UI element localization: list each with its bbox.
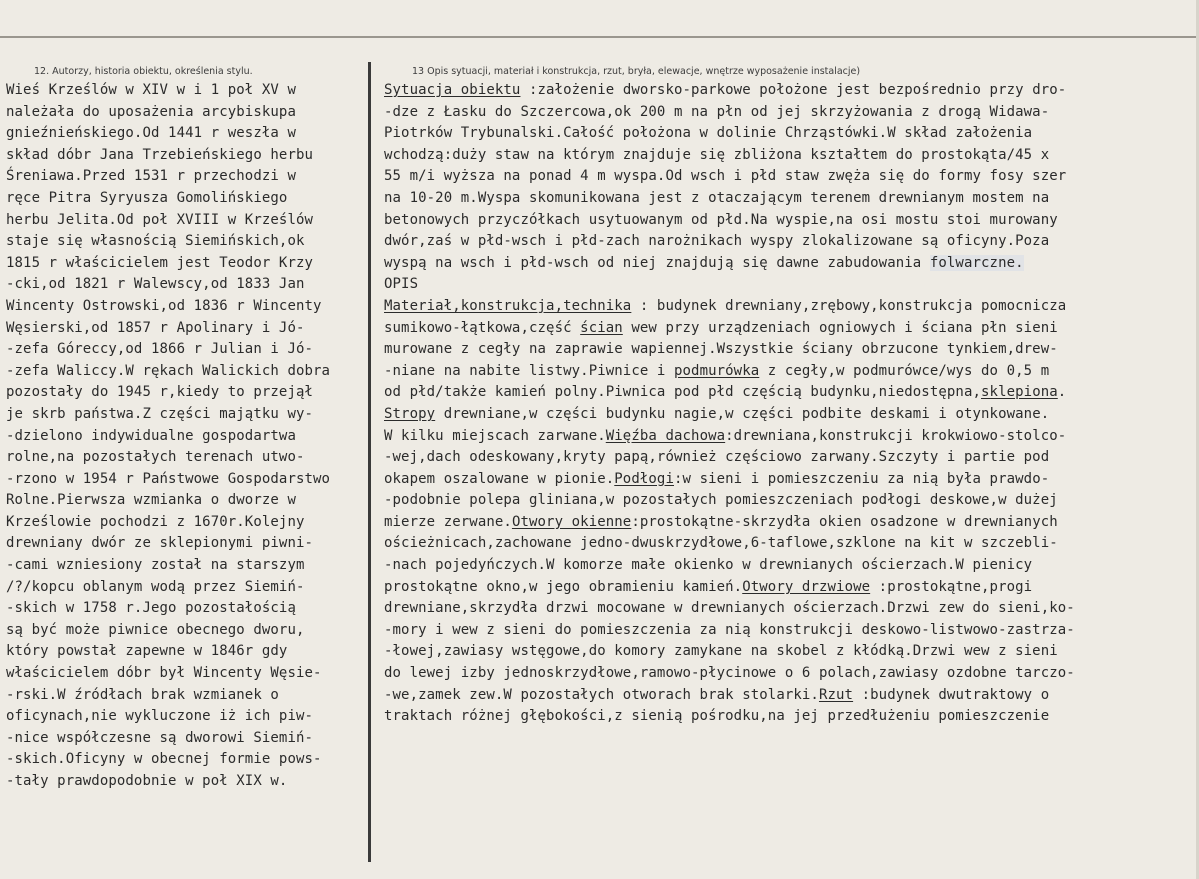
text-line bbox=[384, 620, 1196, 642]
text-line bbox=[384, 102, 1196, 124]
text-segment: z cegły,w podmurówce/wys do 0,5 m bbox=[759, 362, 1050, 379]
text-line: Węsierski,od 1857 r Apolinary i Jó- bbox=[6, 319, 305, 336]
text-line bbox=[384, 555, 1196, 577]
text-segment: murowane z cegły na zaprawie wapiennej.Wszystkie ściany obrzucone tynkiem,drew- bbox=[384, 341, 1058, 358]
text-segment: Piotrków Trybunalski.Całość położona w dolinie Chrząstówki.W skład założenia bbox=[384, 125, 1033, 142]
text-segment: ościeżnicach,zachowane jedno-dwuskrzydłowe,6-taflowe,szklone na kit w szczebli- bbox=[384, 535, 1058, 552]
text-segment: -dze z Łasku do Szczercowa,ok 200 m na płn od jej skrzyżowania z drogą Widawa- bbox=[384, 103, 1050, 120]
text-line: Rolne.Pierwsza wzmianka o dworze w bbox=[6, 492, 296, 509]
section-heading: Podłogi bbox=[614, 470, 674, 487]
text-line: Wieś Krześlów w XIV w i 1 poł XV w bbox=[6, 82, 296, 98]
text-segment: wchodzą:duży staw na którym znajduje się zbliżona kształtem do prostokąta/45 x bbox=[384, 146, 1050, 163]
text-line: -skich w 1758 r.Jego pozostałością bbox=[6, 600, 296, 617]
text-line bbox=[384, 80, 1196, 102]
text-line: ręce Pitra Syryusza Gomolińskiego bbox=[6, 189, 288, 206]
text-line bbox=[384, 404, 1196, 426]
description-text-column bbox=[384, 80, 1196, 728]
text-line bbox=[384, 426, 1196, 448]
text-segment: drewniane,w części budynku nagie,w części podbite deskami i otynkowane. bbox=[435, 405, 1050, 422]
text-line bbox=[384, 469, 1196, 491]
section-heading: Materiał,konstrukcja,technika bbox=[384, 297, 632, 314]
highlighted-text: folwarczne. bbox=[929, 254, 1024, 271]
section-heading: Rzut bbox=[818, 686, 854, 703]
text-line bbox=[384, 663, 1196, 685]
section-heading: Więźba dachowa bbox=[605, 427, 726, 444]
text-segment: OPIS bbox=[384, 276, 419, 293]
text-line bbox=[384, 598, 1196, 620]
text-line bbox=[384, 318, 1196, 340]
text-segment: :założenie dworsko-parkowe położone jest bezpośrednio przy dro- bbox=[520, 82, 1067, 98]
text-line bbox=[384, 512, 1196, 534]
text-line bbox=[384, 145, 1196, 167]
text-segment: wew przy urządzeniach ogniowych i ściana płn sieni bbox=[622, 319, 1058, 336]
text-line: -rski.W źródłach brak wzmianek o bbox=[6, 686, 279, 703]
text-segment: 55 m/i wyższa na ponad 4 m wyspa.Od wsch i płd staw zwęża się do formy fosy szer bbox=[384, 168, 1067, 185]
top-rule bbox=[0, 36, 1199, 38]
section-heading: sklepiona bbox=[981, 384, 1058, 401]
text-line: drewniany dwór ze sklepionymi piwni- bbox=[6, 535, 314, 552]
history-text-column bbox=[6, 80, 374, 793]
section-heading: Stropy bbox=[384, 405, 436, 422]
text-segment: traktach różnej głębokości,z sienią pośrodku,na jej przedłużeniu pomieszczenie bbox=[384, 708, 1050, 725]
text-line: oficynach,nie wykluczone iż ich piw- bbox=[6, 708, 314, 725]
text-line bbox=[384, 188, 1196, 210]
text-segment: dwór,zaś w płd-wsch i płd-zach narożnikach wyspy zlokalizowane są oficyny.Poza bbox=[384, 233, 1050, 250]
text-segment: :prostokątne-skrzydła okien osadzone w drewnianych bbox=[631, 513, 1058, 530]
text-line: -zefa Waliccy.W rękach Walickich dobra bbox=[6, 362, 331, 379]
section-heading: Otwory okienne bbox=[511, 513, 632, 530]
text-line: -rzono w 1954 r Państwowe Gospodarstwo bbox=[6, 470, 331, 487]
text-segment: do lewej izby jednoskrzydłowe,ramowo-płycinowe o 6 polach,zawiasy ozdobne tarczo- bbox=[384, 665, 1075, 682]
text-line: 1815 r właścicielem jest Teodor Krzy bbox=[6, 254, 314, 271]
text-segment: wyspą na wsch i płd-wsch od niej znajdują się dawne zabudowania bbox=[384, 254, 930, 271]
text-line bbox=[384, 296, 1196, 318]
text-line bbox=[384, 231, 1196, 253]
text-segment: -łowej,zawiasy wstęgowe,do komory zamykane na skobel z kłódką.Drzwi wew z sieni bbox=[384, 643, 1058, 660]
text-line: Śreniawa.Przed 1531 r przechodzi w bbox=[6, 168, 296, 185]
text-line: -zefa Góreccy,od 1866 r Julian i Jó- bbox=[6, 341, 314, 358]
text-line: rolne,na pozostałych terenach utwo- bbox=[6, 449, 305, 466]
text-line bbox=[384, 361, 1196, 383]
text-segment: -nach pojedyńczych.W komorze małe okienko w drewnianych ościerzach.W pienicy bbox=[384, 557, 1033, 574]
text-line bbox=[384, 210, 1196, 232]
text-line: -tały prawdopodobnie w poł XIX w. bbox=[6, 773, 288, 789]
text-line: -dzielono indywidualne gospodartwa bbox=[6, 427, 296, 444]
text-segment: od płd/także kamień polny.Piwnica pod płd częścią budynku,niedostępna, bbox=[384, 384, 982, 401]
text-line: są być może piwnice obecnego dworu, bbox=[6, 621, 305, 638]
text-line bbox=[384, 253, 1196, 275]
text-segment: :w sieni i pomieszczeniu za nią była prawdo- bbox=[673, 470, 1050, 487]
text-segment: prostokątne okno,w jego obramieniu kamień. bbox=[384, 578, 743, 595]
section-heading: podmurówka bbox=[673, 362, 760, 379]
text-line bbox=[384, 123, 1196, 145]
text-segment: : budynek drewniany,zrębowy,konstrukcja pomocnicza bbox=[631, 297, 1067, 314]
text-line bbox=[384, 490, 1196, 512]
text-segment: -we,zamek zew.W pozostałych otworach brak stolarki. bbox=[384, 686, 819, 703]
text-segment: :prostokątne,progi bbox=[870, 578, 1033, 595]
text-line: gnieźnieńskiego.Od 1441 r weszła w bbox=[6, 125, 296, 142]
section-heading: ścian bbox=[580, 319, 623, 336]
text-segment: -podobnie polepa gliniana,w pozostałych pomieszczeniach podłogi deskowe,w dużej bbox=[384, 492, 1058, 509]
text-segment: -wej,dach odeskowany,kryty papą,również częściowo zarwany.Szczyty i partie pod bbox=[384, 449, 1050, 466]
text-line: -skich.Oficyny w obecnej formie pows- bbox=[6, 751, 322, 768]
text-line: właścicielem dóbr był Wincenty Węsie- bbox=[6, 665, 322, 682]
text-segment: betonowych przyczółkach usytuowanym od płd.Na wyspie,na osi mostu stoi murowany bbox=[384, 211, 1058, 228]
left-section-header: 12. Autorzy, historia obiektu, określenia stylu. bbox=[34, 66, 253, 77]
text-segment: na 10-20 m.Wyspa skomunikowana jest z otaczającym terenem drewnianym mostem na bbox=[384, 189, 1050, 206]
text-line bbox=[384, 382, 1196, 404]
text-line: pozostały do 1945 r,kiedy to przejął bbox=[6, 384, 314, 401]
text-line bbox=[384, 274, 1196, 296]
text-segment: sumikowo-łątkowa,część bbox=[384, 319, 581, 336]
text-line: -cami wzniesiony został na starszym bbox=[6, 557, 305, 574]
text-line bbox=[384, 339, 1196, 361]
text-segment: mierze zerwane. bbox=[384, 513, 512, 530]
text-segment: okapem oszalowane w pionie. bbox=[384, 470, 615, 487]
text-line: /?/kopcu oblanym wodą przez Siemiń- bbox=[6, 578, 305, 595]
right-section-header: 13 Opis sytuacji, materiał i konstrukcja, rzut, bryła, elewacje, wnętrze wyposażenie instalacje) bbox=[412, 66, 861, 77]
text-line: je skrb państwa.Z części majątku wy- bbox=[6, 405, 314, 422]
text-line bbox=[384, 447, 1196, 469]
text-line: -nice współczesne są dworowi Siemiń- bbox=[6, 729, 314, 746]
section-heading: Otwory drzwiowe bbox=[742, 578, 871, 595]
text-line: staje się własnością Siemińskich,ok bbox=[6, 233, 305, 250]
text-segment: :drewniana,konstrukcji krokwiowo-stolco- bbox=[725, 427, 1067, 444]
text-line: należała do uposażenia arcybiskupa bbox=[6, 103, 296, 120]
text-segment: -niane na nabite listwy.Piwnice i bbox=[384, 362, 674, 379]
text-line: Wincenty Ostrowski,od 1836 r Wincenty bbox=[6, 297, 322, 314]
text-line bbox=[384, 533, 1196, 555]
text-line: skład dóbr Jana Trzebieńskiego herbu bbox=[6, 146, 314, 163]
text-line: który powstał zapewne w 1846r gdy bbox=[6, 643, 288, 660]
text-segment: drewniane,skrzydła drzwi mocowane w drewnianych ościerzach.Drzwi zew do sieni,ko- bbox=[384, 600, 1075, 617]
text-line: Krześlowie pochodzi z 1670r.Kolejny bbox=[6, 513, 305, 530]
text-line bbox=[384, 577, 1196, 599]
text-segment: W kilku miejscach zarwane. bbox=[384, 427, 606, 444]
section-heading: Sytuacja obiektu bbox=[384, 82, 521, 98]
text-line bbox=[384, 685, 1196, 707]
text-segment: -mory i wew z sieni do pomieszczenia za nią konstrukcji deskowo-listwowo-zastrza- bbox=[384, 621, 1075, 638]
text-line bbox=[384, 641, 1196, 663]
text-line: -cki,od 1821 r Walewscy,od 1833 Jan bbox=[6, 276, 305, 293]
text-line: herbu Jelita.Od poł XVIII w Krześlów bbox=[6, 211, 314, 228]
text-line bbox=[384, 706, 1196, 728]
text-line bbox=[384, 166, 1196, 188]
text-segment: :budynek dwutraktowy o bbox=[853, 686, 1050, 703]
text-segment: . bbox=[1057, 384, 1067, 401]
